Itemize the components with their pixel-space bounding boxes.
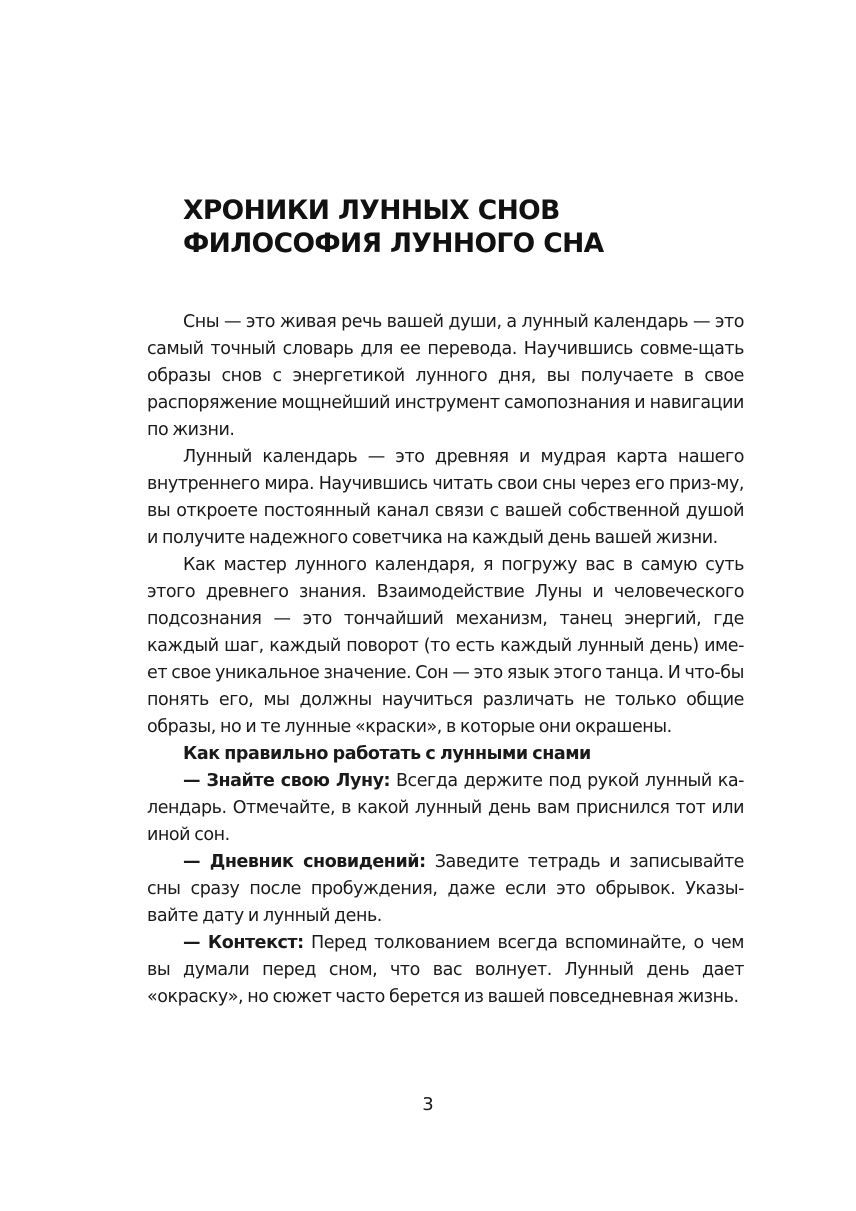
tip-label: — Дневник сновидений: bbox=[183, 852, 426, 872]
chapter-title-line-1: ХРОНИКИ ЛУННЫХ СНОВ bbox=[183, 195, 560, 226]
tip-text: Всегда держите под рукой лунный ка-лендарь. Отмечайте, в какой лунный день вам приснился тот или иной сон. bbox=[147, 771, 744, 845]
paragraph-master: Как мастер лунного календаря, я погружу вас в самую суть этого древнего знания. Взаимодействие Луны и человеческого подсознания — это тончайший механизм, танец энергий, где каждый шаг, каждый поворот (то есть каждый лунный день) име-ет свое уникальное значение. Сон — это язык этого танца. И что-бы понять его, мы должны научиться различать не только общие образы, но и те лунные «краски», в которые они окрашены. bbox=[147, 555, 744, 737]
paragraph-intro: Сны — это живая речь вашей души, а лунный календарь — это самый точный словарь для ее перевода. Научившись совме-щать образы снов с энергетикой лунного дня, вы получаете в свое распоряжение мощнейший инструмент самопознания и навигации по жизни. bbox=[147, 312, 744, 440]
paragraph-calendar: Лунный календарь — это древняя и мудрая карта нашего внутреннего мира. Научившись читать свои сны через его приз-му, вы откроете постоянный канал связи с вашей собственной душой и получите надежного советчика на каждый день вашей жизни. bbox=[147, 447, 744, 548]
tip-dream-diary bbox=[147, 849, 744, 930]
page-content bbox=[147, 194, 744, 1011]
tip-label: — Контекст: bbox=[183, 933, 304, 953]
chapter-title-line-2: ФИЛОСОФИЯ ЛУННОГО СНА bbox=[183, 228, 604, 259]
tip-label: — Знайте свою Луну: bbox=[183, 771, 391, 791]
section-heading: Как правильно работать с лунными снами bbox=[183, 744, 591, 764]
chapter-title bbox=[147, 194, 744, 260]
tip-know-your-moon bbox=[147, 768, 744, 849]
tip-text: Заведите тетрадь и записывайте сны сразу после пробуждения, даже если это обрывок. Указы-вайте дату и лунный день. bbox=[147, 852, 744, 926]
page-number: 3 bbox=[422, 1094, 434, 1115]
tip-text: Перед толкованием всегда вспоминайте, о чем вы думали перед сном, что вас волнует. Лунный день дает «окраску», но сюжет часто берется из вашей повседневная жизнь. bbox=[147, 933, 744, 1007]
body-text bbox=[147, 309, 744, 1011]
tip-context bbox=[147, 930, 744, 1011]
